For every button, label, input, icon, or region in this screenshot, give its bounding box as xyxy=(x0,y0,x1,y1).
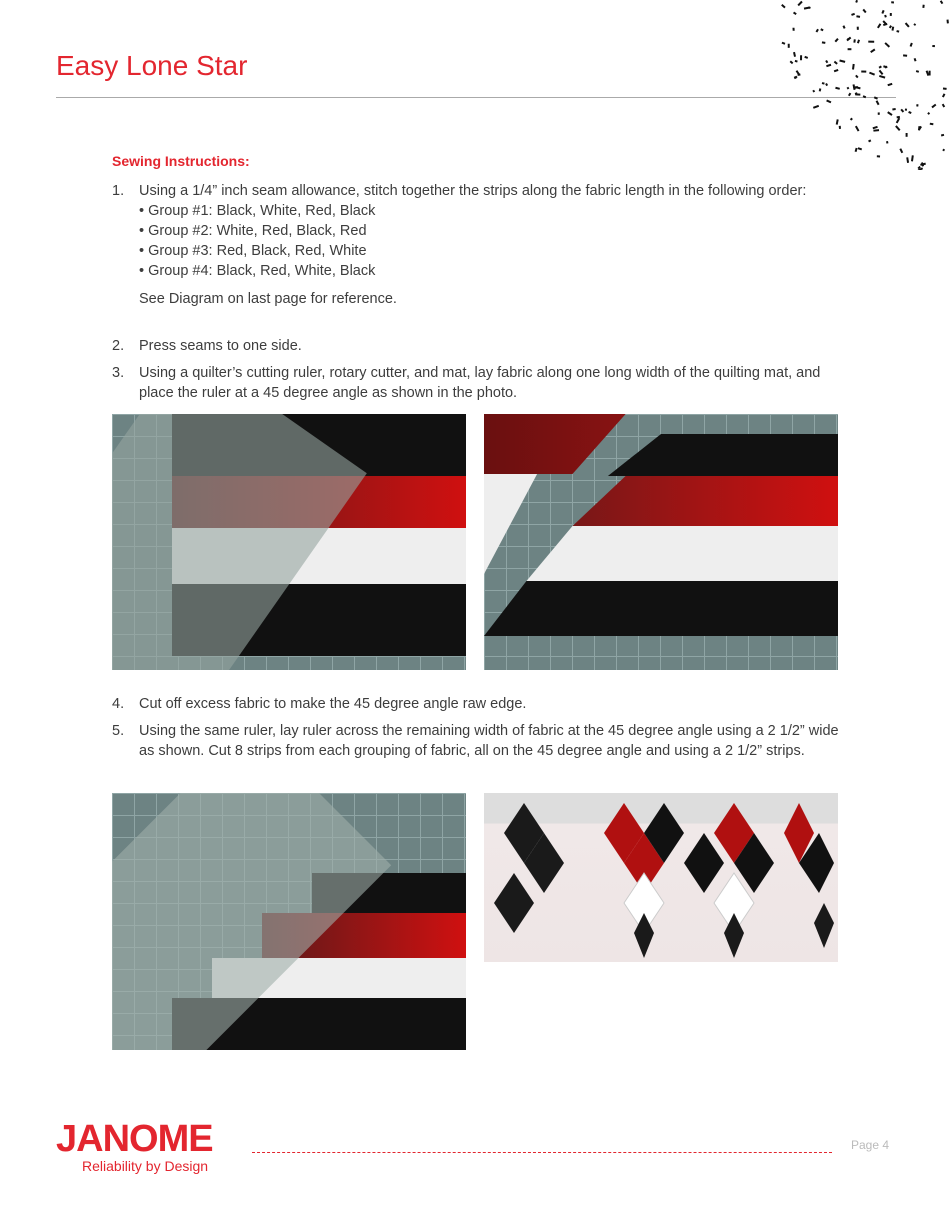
step-text: Press seams to one side. xyxy=(139,338,302,354)
dot xyxy=(812,90,815,93)
dot xyxy=(858,147,862,150)
dot xyxy=(848,93,851,97)
dot xyxy=(861,71,866,73)
dot xyxy=(905,108,907,110)
dot xyxy=(863,95,867,98)
step-text: Cut off excess fabric to make the 45 degree angle raw edge. xyxy=(139,696,527,712)
brand-tagline: Reliability by Design xyxy=(82,1158,209,1174)
dot xyxy=(941,134,944,137)
dot xyxy=(793,12,797,15)
dot xyxy=(896,118,900,124)
dot xyxy=(825,60,828,63)
dot xyxy=(922,5,924,8)
dot xyxy=(870,49,875,53)
step-3 xyxy=(112,363,842,403)
dot xyxy=(911,155,914,161)
dot xyxy=(781,4,786,8)
dot xyxy=(820,28,823,31)
dot xyxy=(916,104,918,106)
dot xyxy=(895,125,900,131)
step-2 xyxy=(112,336,842,356)
dot xyxy=(906,133,908,137)
bullet: • Group #1: Black, White, Red, Black xyxy=(139,203,376,219)
bullet: • Group #4: Black, Red, White, Black xyxy=(139,263,376,279)
dot xyxy=(855,0,858,3)
dot xyxy=(852,64,855,70)
dot xyxy=(795,60,798,63)
dot xyxy=(848,48,852,50)
dot xyxy=(874,96,878,99)
dot xyxy=(947,20,949,24)
dot xyxy=(825,83,828,86)
dot xyxy=(788,44,790,48)
step-4 xyxy=(112,694,842,714)
step-1 xyxy=(112,181,842,309)
dot xyxy=(906,157,909,163)
dot xyxy=(826,64,831,67)
dot xyxy=(855,93,860,95)
dot xyxy=(899,148,903,153)
step-text: Using the same ruler, lay ruler across the remaining width of fabric at the 45 degree angle using a 2 1/2” wide as shown. Cut 8 strips from each grouping of fabric, all on the 45 degree angle and using a 2 1/2” strips. xyxy=(139,723,839,759)
dot xyxy=(851,13,855,16)
section-heading: Sewing Instructions: xyxy=(112,153,250,169)
dot xyxy=(932,45,935,47)
dot xyxy=(891,27,894,31)
dot xyxy=(816,29,819,33)
dot xyxy=(876,100,880,105)
dot xyxy=(903,54,907,56)
dot xyxy=(910,43,913,47)
dot xyxy=(891,1,894,3)
dot xyxy=(897,116,900,118)
dot xyxy=(813,105,819,109)
bullet: • Group #3: Red, Black, Red, White xyxy=(139,243,367,259)
dot xyxy=(850,118,853,121)
dot xyxy=(908,111,911,114)
step-number: 4. xyxy=(112,696,125,712)
dot xyxy=(857,39,860,43)
dot xyxy=(914,58,917,62)
dot xyxy=(804,56,808,59)
dot xyxy=(905,22,910,27)
dot xyxy=(879,75,885,79)
dot xyxy=(790,61,794,65)
dot xyxy=(877,23,881,28)
dot xyxy=(847,87,850,90)
dot xyxy=(855,148,858,152)
dot xyxy=(853,39,855,43)
dot xyxy=(873,129,879,132)
step-text: Using a quilter’s cutting ruler, rotary cutter, and mat, lay fabric along one long width of the quilting mat, and place the ruler at a 45 degree angle as shown in the photo. xyxy=(139,365,821,401)
dot xyxy=(868,41,874,43)
dot xyxy=(819,88,822,91)
dot xyxy=(835,38,839,42)
dot xyxy=(800,55,802,60)
decorative-dots xyxy=(780,0,950,170)
dot xyxy=(856,15,860,18)
step-5 xyxy=(112,721,842,761)
dot xyxy=(887,111,892,116)
brand-name: JANOME xyxy=(56,1118,213,1160)
dot xyxy=(889,25,892,28)
dot xyxy=(822,41,826,44)
photo-angled-cut xyxy=(484,414,838,670)
dot xyxy=(942,93,945,97)
dot xyxy=(943,88,947,90)
janome-logo xyxy=(56,1120,213,1174)
dot xyxy=(839,126,841,129)
step-text: Using a 1/4” inch seam allowance, stitch together the strips along the fabric length in the following order: xyxy=(139,183,807,199)
dot xyxy=(900,109,904,113)
page-title: Easy Lone Star xyxy=(56,50,248,81)
dot xyxy=(877,155,880,157)
dot xyxy=(857,27,859,30)
dot xyxy=(884,15,887,18)
photo-ruler-on-fabric xyxy=(112,414,466,670)
dot xyxy=(782,42,786,45)
dot xyxy=(793,28,795,31)
dot xyxy=(890,13,892,16)
dot xyxy=(797,1,802,6)
dot xyxy=(873,126,878,129)
step-number: 3. xyxy=(112,365,125,381)
dot xyxy=(835,87,840,90)
header-divider xyxy=(56,97,896,98)
dot xyxy=(887,83,892,86)
bullet: • Group #2: White, Red, Black, Red xyxy=(139,223,367,239)
dot xyxy=(886,141,888,144)
dot xyxy=(930,123,934,126)
step-number: 2. xyxy=(112,338,125,354)
dot xyxy=(916,70,919,73)
dot xyxy=(842,25,845,29)
dot xyxy=(868,139,871,142)
dot xyxy=(884,42,890,47)
page-number: Page 4 xyxy=(851,1138,890,1152)
step-number: 5. xyxy=(112,723,125,739)
dot xyxy=(834,61,838,65)
dot xyxy=(869,72,875,76)
dot xyxy=(839,60,845,63)
dot xyxy=(940,0,943,4)
dot xyxy=(931,104,936,109)
dot xyxy=(793,52,796,57)
dot xyxy=(942,104,945,108)
dot xyxy=(927,112,930,115)
step-note: See Diagram on last page for reference. xyxy=(139,291,397,307)
dot xyxy=(878,112,880,114)
footer-dashed-line xyxy=(252,1152,832,1153)
dot xyxy=(826,100,831,104)
photo-cut-diamond-strips xyxy=(484,793,838,962)
dot xyxy=(879,65,882,68)
dot xyxy=(881,10,884,14)
dot xyxy=(942,149,945,152)
diamond-strips-graphic xyxy=(484,793,838,962)
dot xyxy=(836,119,839,125)
dot xyxy=(896,30,899,33)
dot xyxy=(834,69,839,72)
dot xyxy=(855,75,858,78)
dot xyxy=(822,82,825,84)
step-number: 1. xyxy=(112,183,125,199)
dot xyxy=(913,23,916,26)
dot xyxy=(855,126,860,132)
photo-cutting-strips xyxy=(112,793,466,1050)
dot xyxy=(862,9,866,13)
dot xyxy=(892,108,896,110)
dot xyxy=(879,70,884,75)
